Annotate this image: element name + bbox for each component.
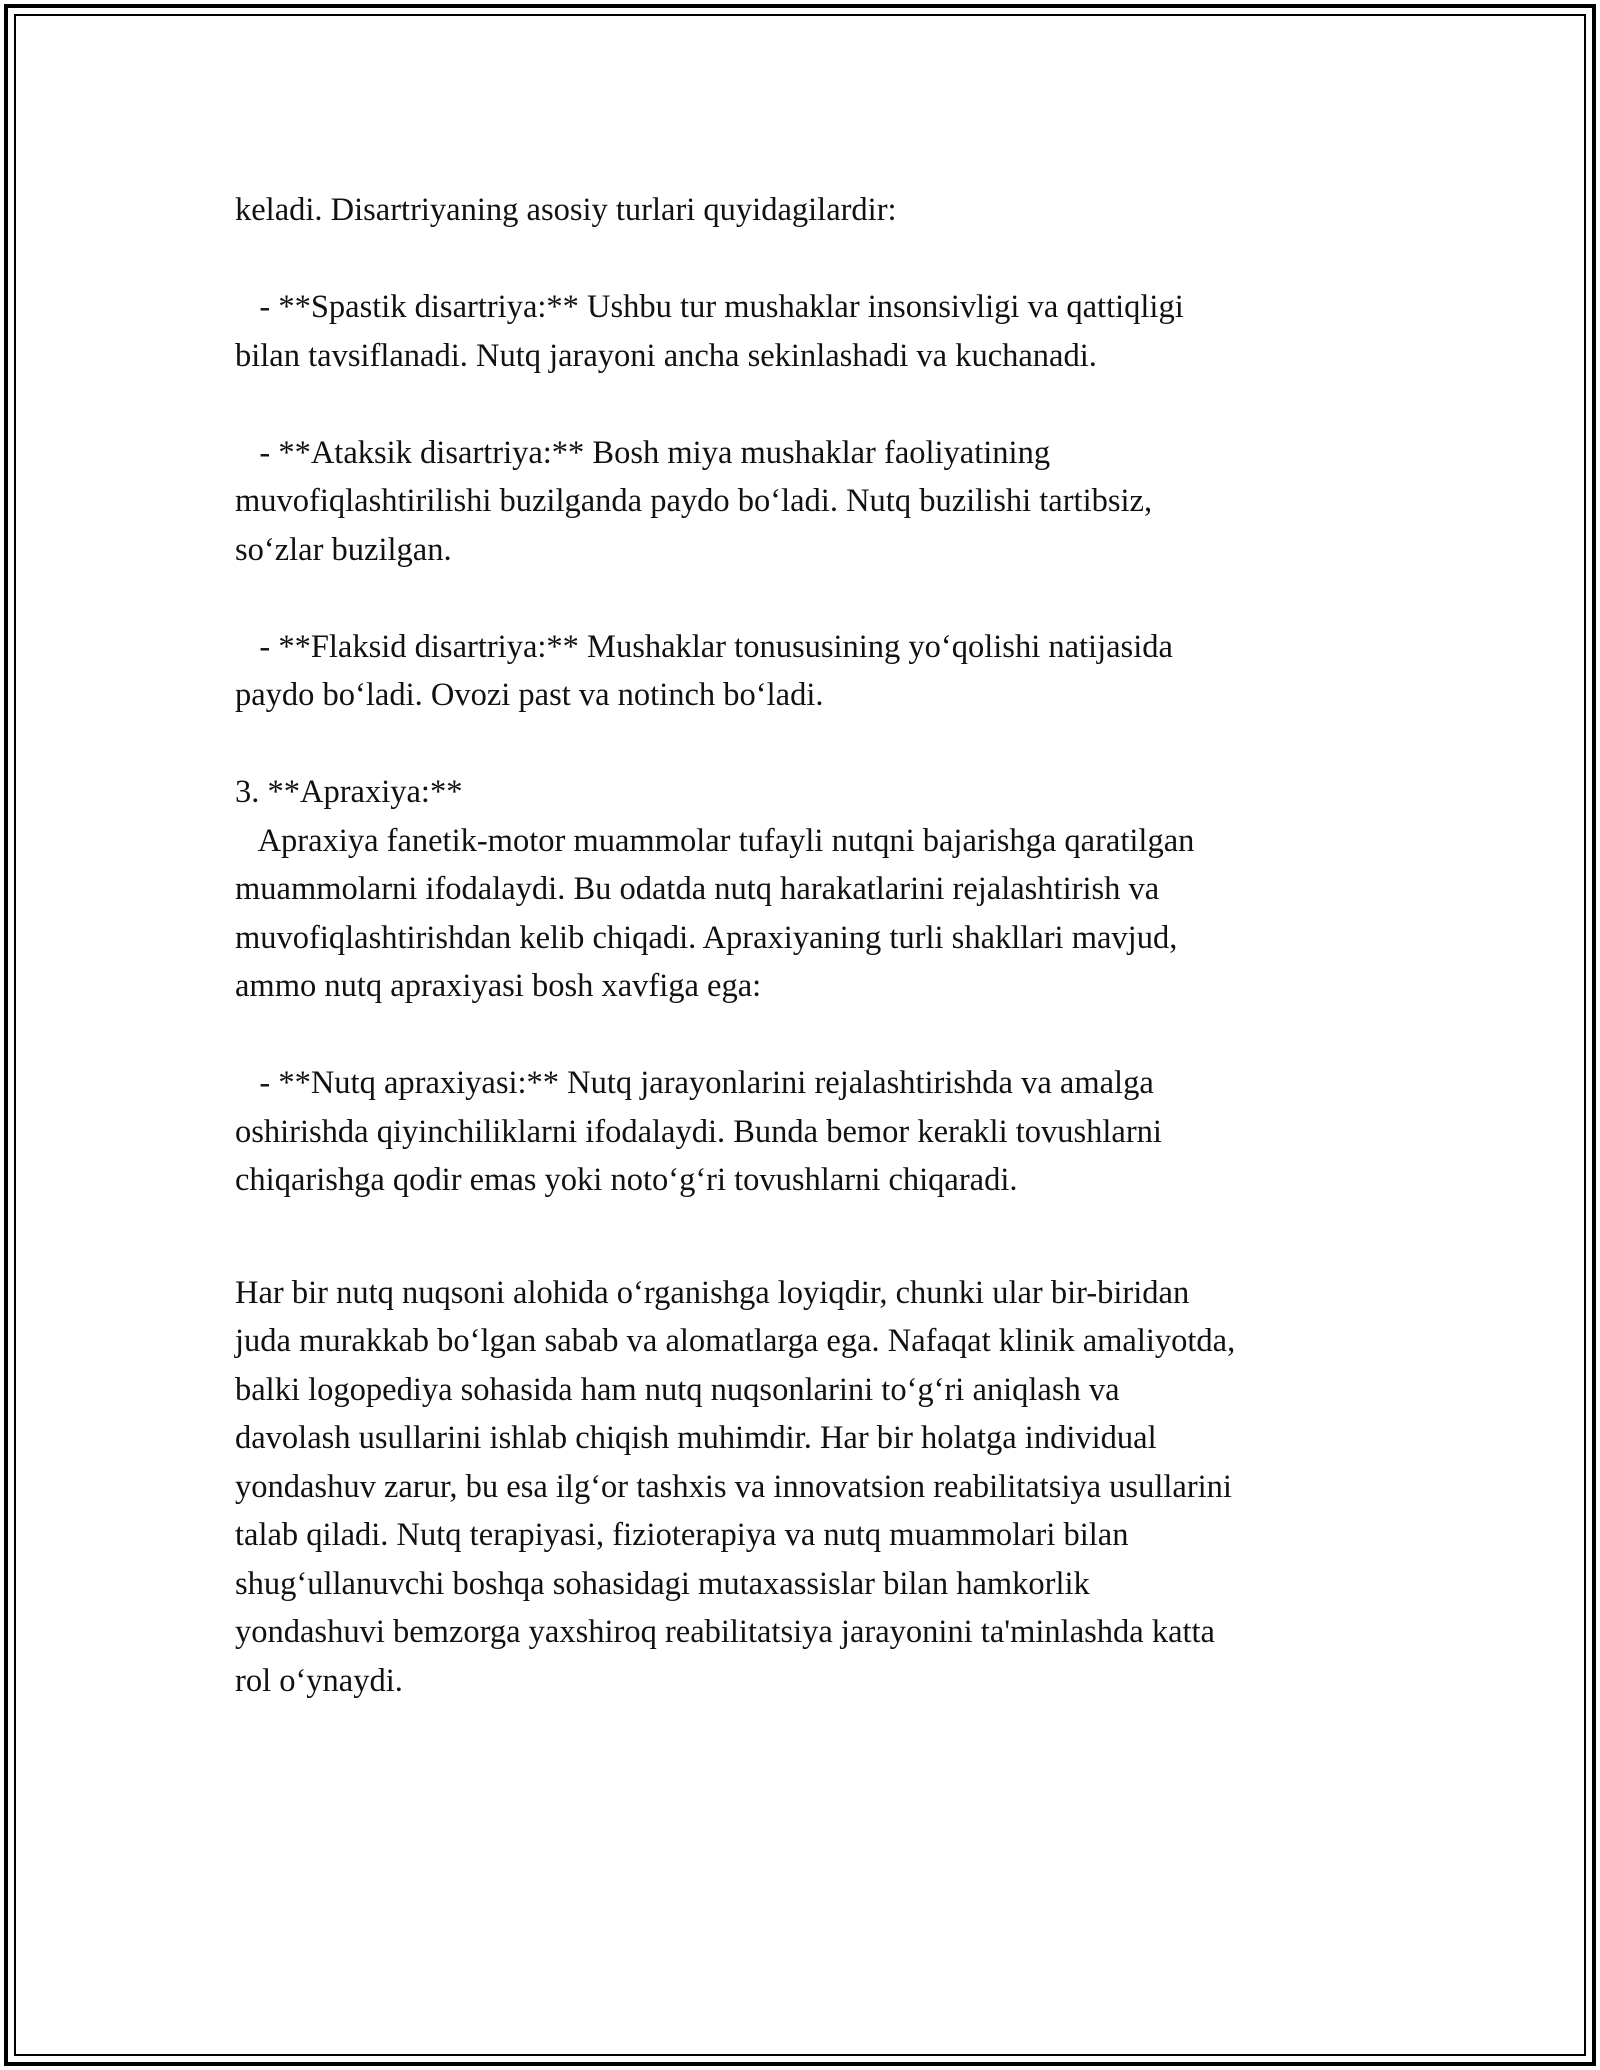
apraxia-paragraph xyxy=(235,817,1400,1011)
blank-line xyxy=(235,1237,1400,1269)
text-line: - **Nutq apraxiyasi:** Nutq jarayonlarini rejalashtirishda va amalga xyxy=(235,1065,1154,1101)
text-line: Apraxiya fanetik-motor muammolar tufayli nutqni bajarishga qaratilgan xyxy=(235,822,1195,859)
text-line: juda murakkab bo‘lgan sabab va alomatlarga ega. Nafaqat klinik amaliyotda, xyxy=(235,1323,1236,1359)
blank-line xyxy=(235,720,1400,769)
text-line: balki logopediya sohasida ham nutq nuqsonlarini to‘g‘ri aniqlash va xyxy=(235,1371,1120,1408)
spastik-item xyxy=(235,283,1400,380)
text-line: paydo bo‘ladi. Ovozi past va notinch bo‘ladi. xyxy=(235,677,824,713)
text-line: bilan tavsiflanadi. Nutq jarayoni ancha sekinlashadi va kuchanadi. xyxy=(235,337,1097,374)
flaksid-item xyxy=(235,623,1400,720)
document-body xyxy=(235,186,1400,1705)
apraxia-heading: 3. **Apraxiya:** xyxy=(235,774,463,810)
blank-line xyxy=(235,235,1400,284)
blank-line xyxy=(235,1011,1400,1060)
conclusion-paragraph xyxy=(235,1269,1400,1706)
intro-line: keladi. Disartriyaning asosiy turlari quyidagilardir: xyxy=(235,192,897,228)
text-line: shug‘ullanuvchi boshqa sohasidagi mutaxassislar bilan hamkorlik xyxy=(235,1565,1090,1602)
ataksik-item xyxy=(235,429,1400,575)
text-line: rol o‘ynaydi. xyxy=(235,1662,403,1699)
text-line: - **Ataksik disartriya:** Bosh miya mushaklar faoliyatining xyxy=(235,434,1051,471)
text-line: - **Spastik disartriya:** Ushbu tur mushaklar insonsivligi va qattiqligi xyxy=(235,289,1184,325)
text-line: yondashuvi bemzorga yaxshiroq reabilitatsiya jarayonini ta'minlashda katta xyxy=(235,1614,1215,1650)
blank-line xyxy=(235,574,1400,623)
text-line: oshirishda qiyinchiliklarni ifodalaydi. Bunda bemor kerakli tovushlarni xyxy=(235,1113,1162,1150)
text-line: muvofiqlashtirishdan kelib chiqadi. Apraxiyaning turli shakllari mavjud, xyxy=(235,919,1178,956)
text-line: davolash usullarini ishlab chiqish muhimdir. Har bir holatga individual xyxy=(235,1420,1157,1456)
blank-line xyxy=(235,1205,1400,1237)
text-line: muammolarni ifodalaydi. Bu odatda nutq harakatlarini rejalashtirish va xyxy=(235,871,1160,907)
text-line: chiqarishga qodir emas yoki noto‘g‘ri tovushlarni chiqaradi. xyxy=(235,1162,1018,1198)
text-line: ammo nutq apraxiyasi bosh xavfiga ega: xyxy=(235,968,762,1004)
text-line: talab qiladi. Nutq terapiyasi, fizioterapiya va nutq muammolari bilan xyxy=(235,1517,1129,1553)
text-line: Har bir nutq nuqsoni alohida o‘rganishga loyiqdir, chunki ular bir-biridan xyxy=(235,1274,1190,1311)
text-line: muvofiqlashtirilishi buzilganda paydo bo‘ladi. Nutq buzilishi tartibsiz, xyxy=(235,483,1153,519)
text-line: so‘zlar buzilgan. xyxy=(235,531,452,568)
blank-line xyxy=(235,380,1400,429)
nutq-apraxiyasi-item xyxy=(235,1059,1400,1205)
text-line: yondashuv zarur, bu esa ilg‘or tashxis va innovatsion reabilitatsiya usullarini xyxy=(235,1468,1232,1505)
text-line: - **Flaksid disartriya:** Mushaklar tonususining yo‘qolishi natijasida xyxy=(235,628,1173,665)
